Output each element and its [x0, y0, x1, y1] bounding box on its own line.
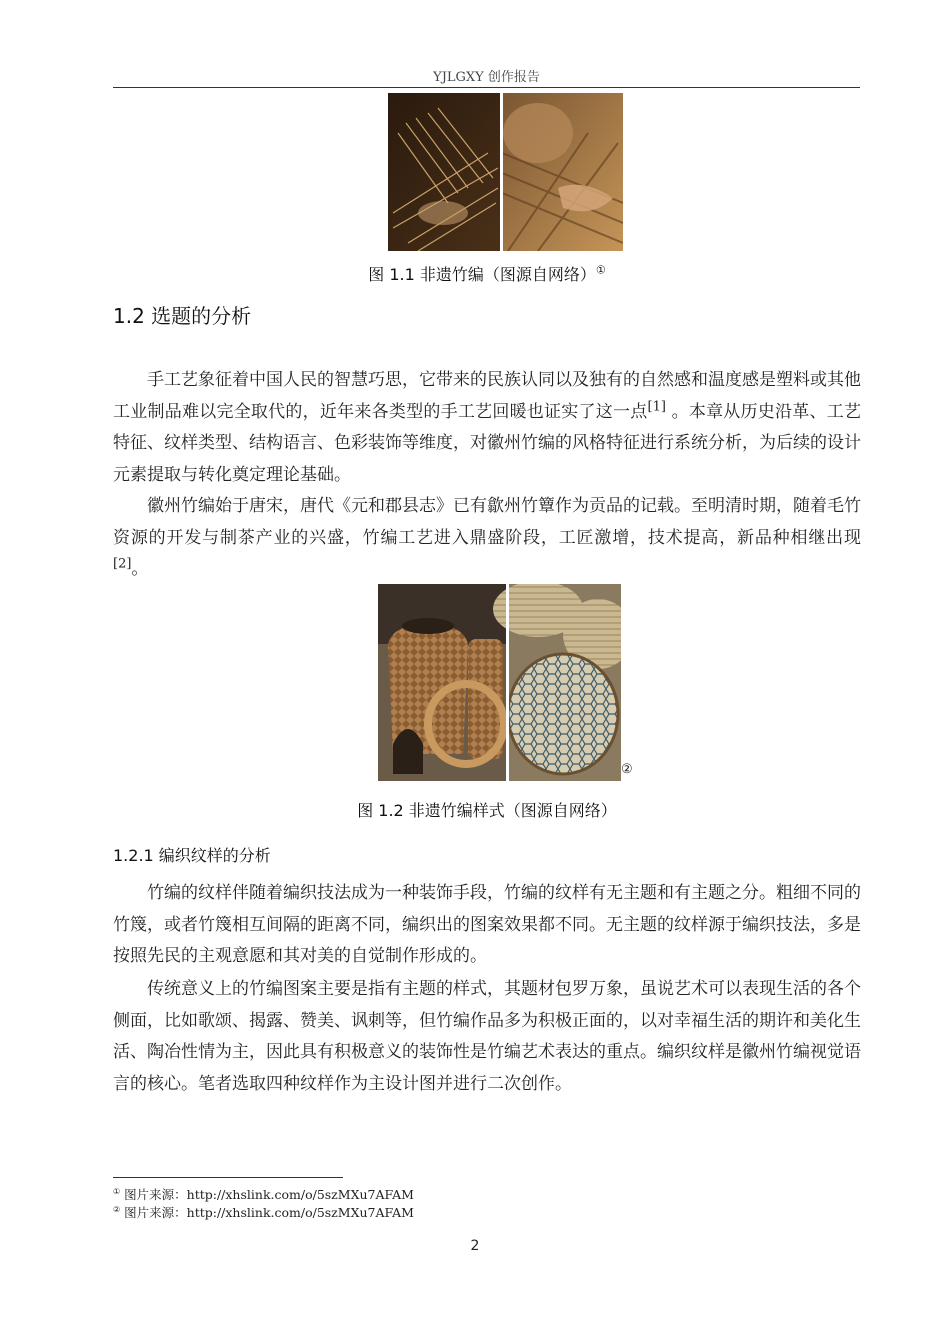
paragraph-text: 。本章从历史沿革、工艺特征、纹样类型、结构语言、色彩装饰等维度，对徽州竹编的风格特征进行系统分析，为后续的设计元素提取与转化奠定理论基础。	[113, 401, 862, 485]
page-number: 2	[470, 1238, 480, 1254]
paragraph-text: 手工艺象征着中国人民的智慧巧思，它带来的民族认同以及独有的自然感和温度感是塑料或其他工业制品难以完全取代的，近年来各类型的手工艺回暖也证实了这一点	[113, 370, 861, 422]
bamboo-weaving-photo	[388, 93, 623, 251]
figure-1-2-image	[378, 584, 621, 781]
citation-ref: [2]	[113, 556, 132, 572]
footnote-mark: ②	[113, 1204, 121, 1214]
figure-1-1-caption	[113, 262, 861, 285]
subsection-paragraph-1: 竹编的纹样伴随着编织技法成为一种装饰手段，竹编的纹样有无主题和有主题之分。粗细不同的竹篾，或者竹篾相互间隔的距离不同，编织出的图案效果都不同。无主题的纹样源于编织技法，多是按照先民的主观意愿和其对美的自觉制作形成的。	[113, 883, 861, 966]
figure-caption-text: 图 1.1 非遗竹编（图源自网络）	[368, 265, 596, 284]
figure-1-2-footnote-marker: ②	[621, 762, 633, 777]
figure-1-2-caption: 图 1.2 非遗竹编样式（图源自网络）	[357, 801, 617, 820]
figure-1-1-image	[388, 93, 623, 251]
section-heading: 1.2 选题的分析	[113, 304, 252, 328]
paragraph-text: 徽州竹编始于唐宋，唐代《元和郡县志》已有歙州竹簟作为贡品的记载。至明清时期，随着毛竹资源的开发与制茶产业的兴盛，竹编工艺进入鼎盛阶段，工匠激增，技术提高，新品种相继出现	[113, 496, 861, 548]
footnote-text: 图片来源：http://xhslink.com/o/5szMXu7AFAM	[120, 1205, 414, 1220]
paragraph-text: 。	[131, 559, 149, 579]
page-header-title: YJLGXY 创作报告	[433, 70, 540, 85]
section-paragraph-1	[113, 365, 861, 491]
footnote-ref: ①	[595, 263, 606, 277]
subsection-heading: 1.2.1 编织纹样的分析	[113, 846, 271, 865]
footnote-mark: ①	[113, 1186, 121, 1196]
citation-ref: [1]	[647, 398, 666, 414]
bamboo-baskets-photo	[378, 584, 621, 781]
section-paragraph-2	[113, 491, 861, 586]
subsection-paragraph-2: 传统意义上的竹编图案主要是指有主题的样式，其题材包罗万象，虽说艺术可以表现生活的各个侧面，比如歌颂、揭露、赞美、讽刺等，但竹编作品多为积极正面的，以对幸福生活的期许和美化生活、陶冶性情为主，因此具有积极意义的装饰性是竹编艺术表达的重点。编织纹样是徽州竹编视觉语言的核心。笔者选取四种纹样作为主设计图并进行二次创作。	[113, 979, 861, 1094]
footnote-2	[113, 1203, 414, 1221]
header-divider	[113, 87, 860, 88]
footnote-1	[113, 1185, 414, 1203]
footnote-text: 图片来源：http://xhslink.com/o/5szMXu7AFAM	[120, 1187, 414, 1202]
footnote-divider	[113, 1177, 343, 1178]
